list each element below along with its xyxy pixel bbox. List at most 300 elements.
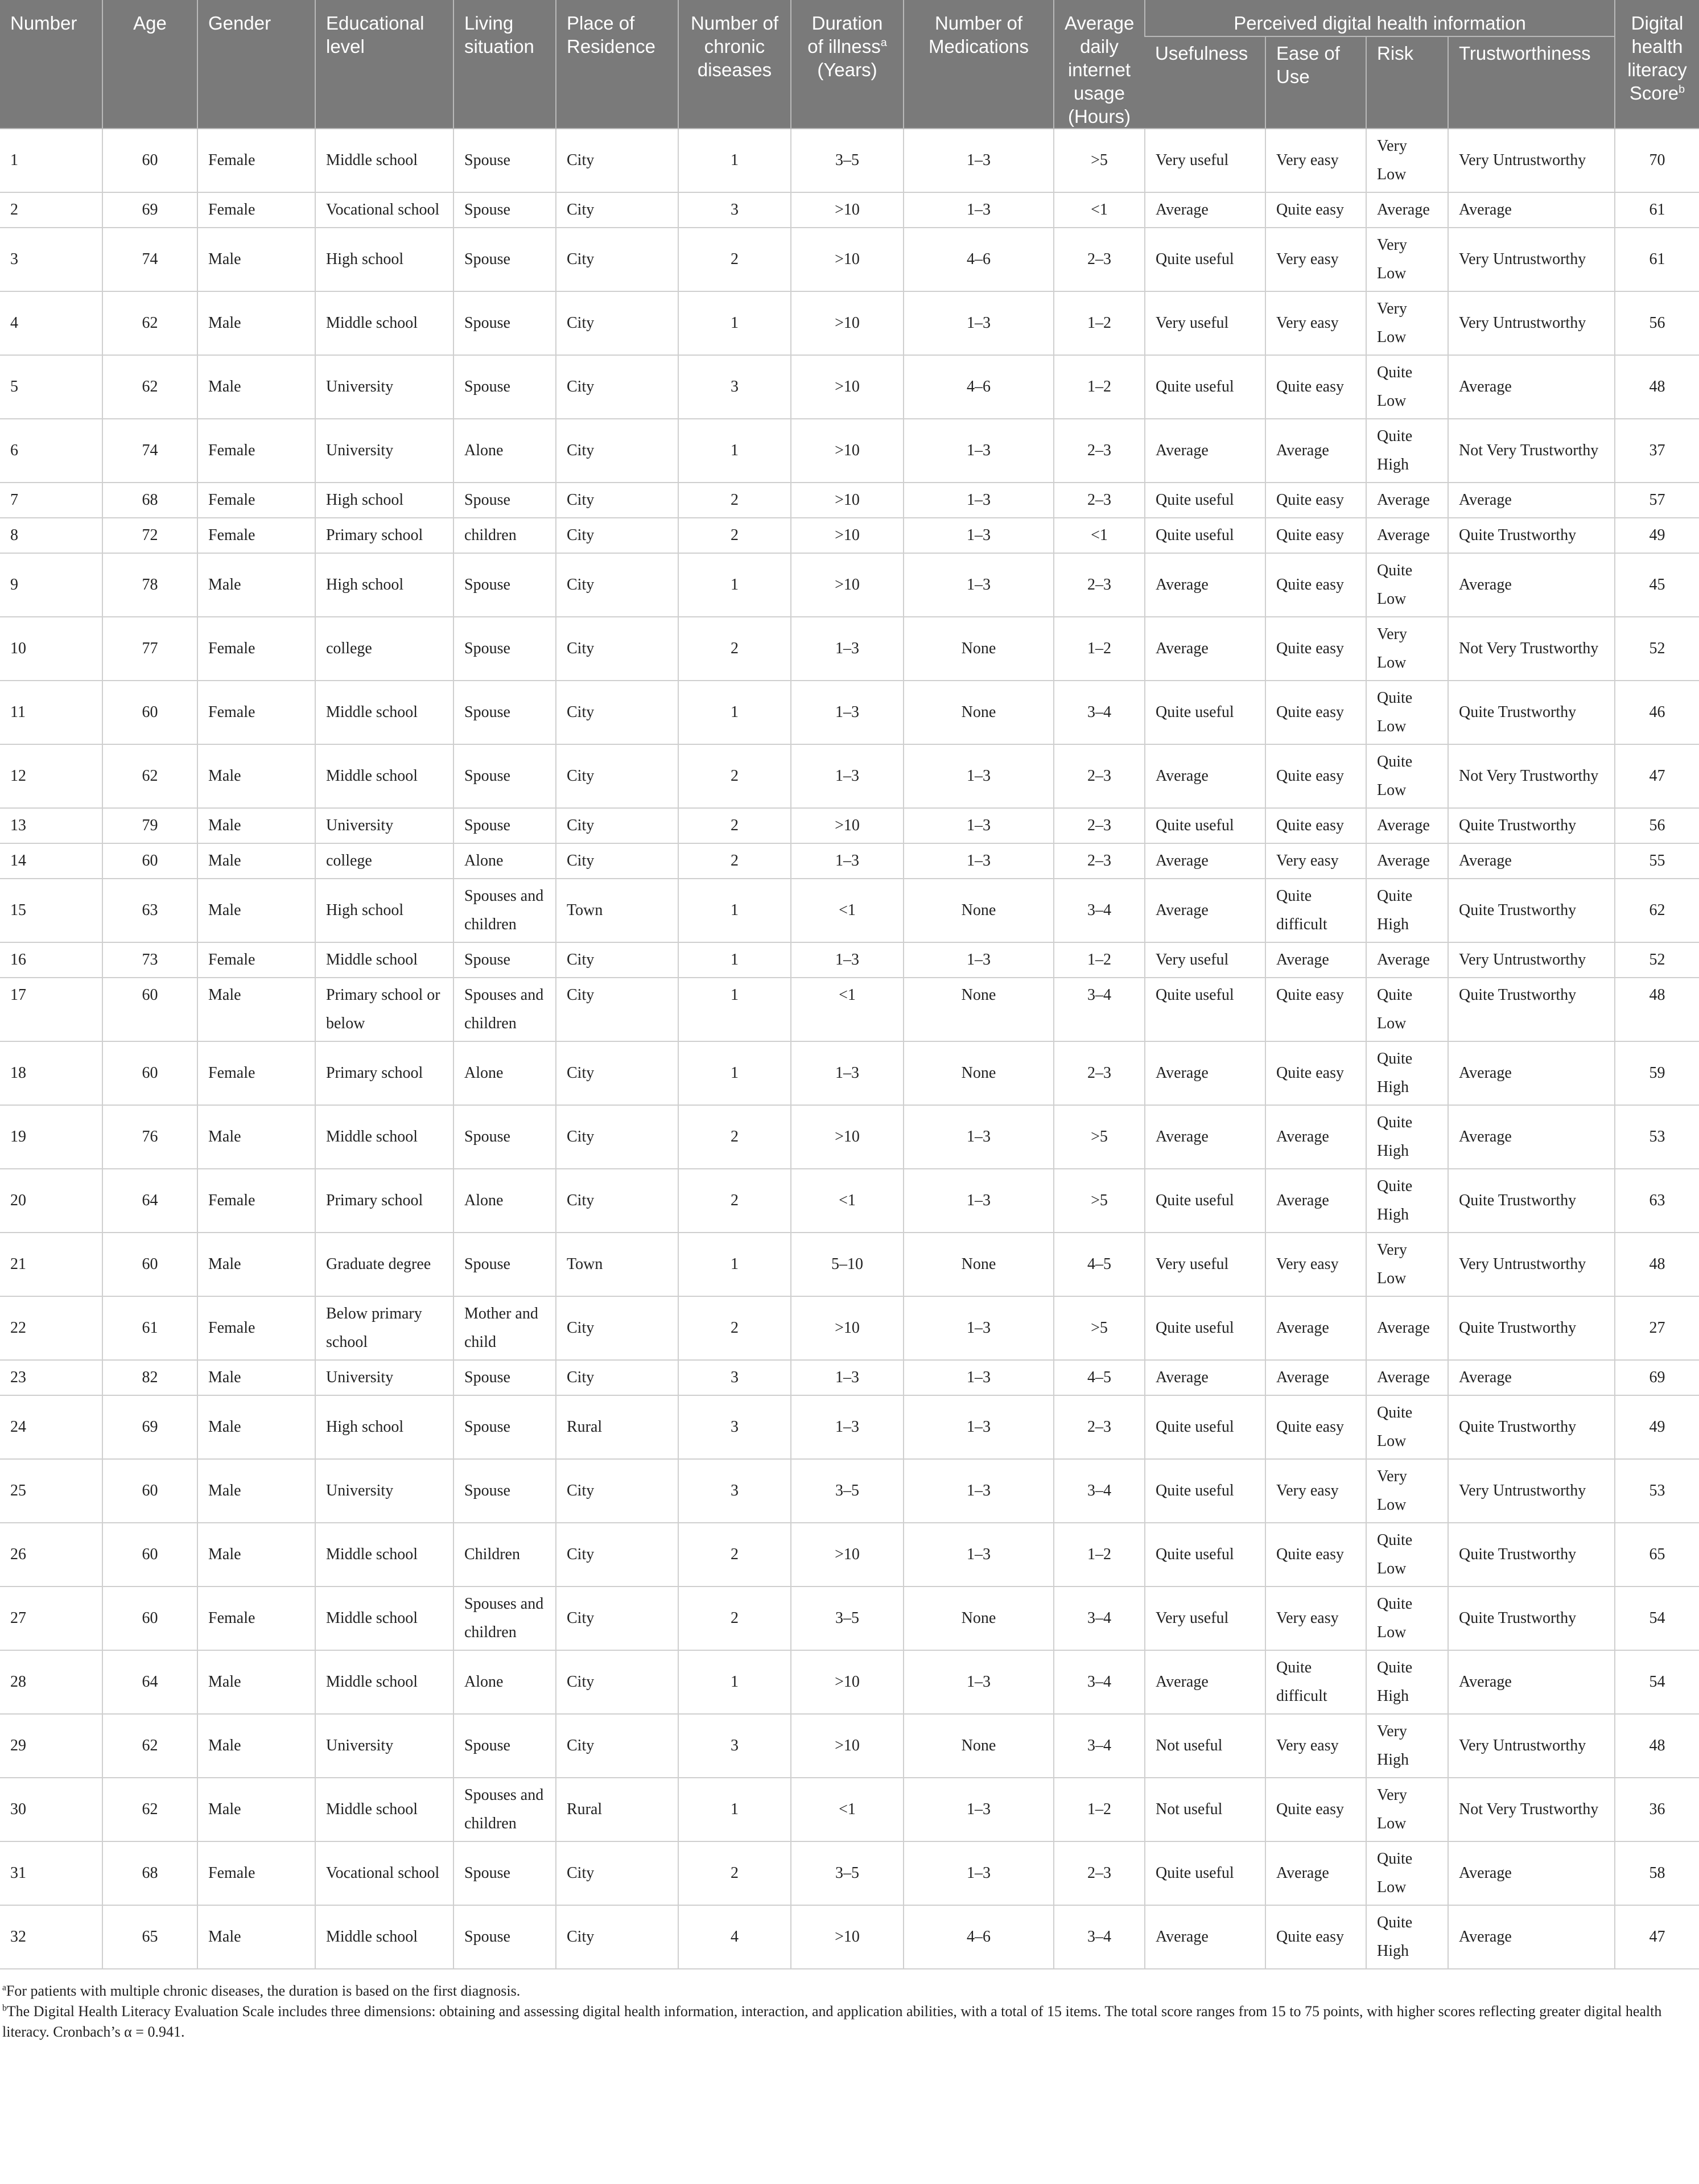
cell-chronic-diseases: 1 <box>678 553 791 617</box>
cell-digital-health-literacy-score: 69 <box>1615 1360 1699 1395</box>
cell-duration-of-illness: >10 <box>791 1296 904 1360</box>
cell-gender: Male <box>197 291 315 355</box>
cell-trustworthiness: Average <box>1448 1841 1615 1905</box>
cell-internet-usage: 2–3 <box>1054 1841 1145 1905</box>
cell-internet-usage: 3–4 <box>1054 1650 1145 1714</box>
cell-trustworthiness: Quite Trustworthy <box>1448 1169 1615 1233</box>
cell-ease-of-use: Quite easy <box>1265 617 1366 681</box>
cell-educational-level: University <box>315 419 453 483</box>
cell-internet-usage: 2–3 <box>1054 843 1145 879</box>
cell-number-of-medications: 1–3 <box>904 1360 1054 1395</box>
cell-chronic-diseases: 1 <box>678 1233 791 1296</box>
cell-living-situation: Spouse <box>453 1360 556 1395</box>
cell-educational-level: Vocational school <box>315 1841 453 1905</box>
cell-living-situation: Spouse <box>453 1459 556 1523</box>
cell-trustworthiness: Very Untrustworthy <box>1448 1233 1615 1296</box>
header-place-of-residence: Place of Residence <box>556 0 678 129</box>
cell-age: 61 <box>102 1296 197 1360</box>
cell-internet-usage: 1–2 <box>1054 617 1145 681</box>
cell-chronic-diseases: 2 <box>678 1105 791 1169</box>
cell-place-of-residence: City <box>556 978 678 1041</box>
cell-number: 25 <box>0 1459 102 1523</box>
cell-internet-usage: 1–2 <box>1054 942 1145 978</box>
cell-gender: Male <box>197 1778 315 1841</box>
cell-place-of-residence: City <box>556 1041 678 1105</box>
cell-digital-health-literacy-score: 49 <box>1615 518 1699 553</box>
table-row <box>0 1778 1699 1841</box>
cell-digital-health-literacy-score: 48 <box>1615 355 1699 419</box>
cell-digital-health-literacy-score: 37 <box>1615 419 1699 483</box>
cell-number-of-medications: 1–3 <box>904 419 1054 483</box>
cell-ease-of-use: Quite easy <box>1265 681 1366 744</box>
cell-internet-usage: 2–3 <box>1054 1041 1145 1105</box>
cell-risk: Quite High <box>1366 1105 1448 1169</box>
cell-duration-of-illness: <1 <box>791 1169 904 1233</box>
cell-chronic-diseases: 1 <box>678 291 791 355</box>
cell-digital-health-literacy-score: 62 <box>1615 879 1699 942</box>
cell-risk: Very Low <box>1366 1459 1448 1523</box>
cell-internet-usage: >5 <box>1054 1169 1145 1233</box>
cell-gender: Female <box>197 617 315 681</box>
cell-educational-level: Middle school <box>315 744 453 808</box>
cell-ease-of-use: Quite easy <box>1265 553 1366 617</box>
cell-living-situation: Spouses and children <box>453 1778 556 1841</box>
cell-age: 63 <box>102 879 197 942</box>
cell-ease-of-use: Quite difficult <box>1265 1650 1366 1714</box>
cell-number-of-medications: 1–3 <box>904 129 1054 192</box>
cell-chronic-diseases: 2 <box>678 228 791 291</box>
cell-place-of-residence: Rural <box>556 1395 678 1459</box>
cell-trustworthiness: Not Very Trustworthy <box>1448 744 1615 808</box>
cell-risk: Very Low <box>1366 228 1448 291</box>
cell-number-of-medications: 1–3 <box>904 1459 1054 1523</box>
cell-gender: Female <box>197 518 315 553</box>
table-row <box>0 1841 1699 1905</box>
cell-living-situation: Spouse <box>453 228 556 291</box>
cell-duration-of-illness: 1–3 <box>791 1360 904 1395</box>
cell-digital-health-literacy-score: 53 <box>1615 1459 1699 1523</box>
cell-number: 23 <box>0 1360 102 1395</box>
cell-duration-of-illness: >10 <box>791 1650 904 1714</box>
cell-chronic-diseases: 1 <box>678 129 791 192</box>
table-row <box>0 483 1699 518</box>
cell-chronic-diseases: 3 <box>678 1360 791 1395</box>
cell-digital-health-literacy-score: 48 <box>1615 1233 1699 1296</box>
cell-living-situation: Spouse <box>453 1105 556 1169</box>
cell-age: 76 <box>102 1105 197 1169</box>
cell-place-of-residence: City <box>556 228 678 291</box>
cell-digital-health-literacy-score: 47 <box>1615 744 1699 808</box>
cell-internet-usage: 3–4 <box>1054 681 1145 744</box>
cell-risk: Quite High <box>1366 1169 1448 1233</box>
cell-number: 4 <box>0 291 102 355</box>
cell-age: 68 <box>102 1841 197 1905</box>
cell-usefulness: Average <box>1145 843 1265 879</box>
cell-living-situation: Spouse <box>453 129 556 192</box>
cell-educational-level: Middle school <box>315 291 453 355</box>
cell-age: 62 <box>102 1714 197 1778</box>
cell-digital-health-literacy-score: 61 <box>1615 228 1699 291</box>
cell-place-of-residence: Town <box>556 1233 678 1296</box>
cell-number: 14 <box>0 843 102 879</box>
cell-internet-usage: 3–4 <box>1054 1905 1145 1969</box>
cell-gender: Female <box>197 483 315 518</box>
header-internet-usage: Average daily internet usage (Hours) <box>1054 0 1145 129</box>
cell-usefulness: Average <box>1145 1905 1265 1969</box>
cell-number-of-medications: None <box>904 978 1054 1041</box>
cell-usefulness: Quite useful <box>1145 1296 1265 1360</box>
header-living-situation: Living situation <box>453 0 556 129</box>
cell-place-of-residence: City <box>556 518 678 553</box>
cell-gender: Male <box>197 1905 315 1969</box>
table-row <box>0 228 1699 291</box>
table-row <box>0 744 1699 808</box>
cell-ease-of-use: Very easy <box>1265 843 1366 879</box>
cell-gender: Male <box>197 1395 315 1459</box>
cell-ease-of-use: Average <box>1265 419 1366 483</box>
cell-trustworthiness: Very Untrustworthy <box>1448 942 1615 978</box>
table-header <box>0 0 1699 129</box>
cell-risk: Very Low <box>1366 291 1448 355</box>
header-duration-unit: (Years) <box>817 59 877 80</box>
cell-place-of-residence: City <box>556 419 678 483</box>
cell-trustworthiness: Quite Trustworthy <box>1448 978 1615 1041</box>
cell-number: 15 <box>0 879 102 942</box>
cell-number: 18 <box>0 1041 102 1105</box>
cell-ease-of-use: Quite easy <box>1265 1395 1366 1459</box>
cell-number-of-medications: 4–6 <box>904 1905 1054 1969</box>
cell-digital-health-literacy-score: 70 <box>1615 129 1699 192</box>
cell-digital-health-literacy-score: 36 <box>1615 1778 1699 1841</box>
cell-chronic-diseases: 1 <box>678 879 791 942</box>
cell-number-of-medications: None <box>904 879 1054 942</box>
cell-usefulness: Not useful <box>1145 1714 1265 1778</box>
cell-number-of-medications: None <box>904 681 1054 744</box>
cell-gender: Male <box>197 978 315 1041</box>
table-row <box>0 1905 1699 1969</box>
cell-age: 65 <box>102 1905 197 1969</box>
cell-number-of-medications: 4–6 <box>904 355 1054 419</box>
cell-trustworthiness: Quite Trustworthy <box>1448 808 1615 843</box>
cell-trustworthiness: Very Untrustworthy <box>1448 1714 1615 1778</box>
cell-duration-of-illness: 1–3 <box>791 1395 904 1459</box>
cell-trustworthiness: Quite Trustworthy <box>1448 1587 1615 1650</box>
cell-digital-health-literacy-score: 54 <box>1615 1650 1699 1714</box>
cell-place-of-residence: City <box>556 192 678 228</box>
cell-chronic-diseases: 2 <box>678 744 791 808</box>
cell-place-of-residence: City <box>556 1169 678 1233</box>
cell-chronic-diseases: 2 <box>678 1587 791 1650</box>
cell-educational-level: Middle school <box>315 1587 453 1650</box>
table-row <box>0 1714 1699 1778</box>
cell-number: 2 <box>0 192 102 228</box>
cell-duration-of-illness: >10 <box>791 1523 904 1587</box>
table-row <box>0 1395 1699 1459</box>
cell-number: 10 <box>0 617 102 681</box>
cell-gender: Male <box>197 1360 315 1395</box>
cell-duration-of-illness: 3–5 <box>791 1587 904 1650</box>
cell-gender: Male <box>197 228 315 291</box>
cell-internet-usage: 2–3 <box>1054 553 1145 617</box>
cell-place-of-residence: City <box>556 1105 678 1169</box>
cell-number-of-medications: None <box>904 1587 1054 1650</box>
cell-living-situation: Spouse <box>453 744 556 808</box>
cell-living-situation: children <box>453 518 556 553</box>
cell-digital-health-literacy-score: 52 <box>1615 617 1699 681</box>
table-row <box>0 553 1699 617</box>
cell-usefulness: Average <box>1145 553 1265 617</box>
cell-place-of-residence: City <box>556 1650 678 1714</box>
footnote-marker-b: b <box>1679 83 1685 96</box>
cell-place-of-residence: City <box>556 355 678 419</box>
cell-number-of-medications: 1–3 <box>904 518 1054 553</box>
cell-gender: Female <box>197 942 315 978</box>
cell-usefulness: Very useful <box>1145 1587 1265 1650</box>
cell-gender: Male <box>197 843 315 879</box>
cell-duration-of-illness: 3–5 <box>791 129 904 192</box>
cell-educational-level: University <box>315 1360 453 1395</box>
cell-educational-level: University <box>315 355 453 419</box>
cell-usefulness: Average <box>1145 419 1265 483</box>
cell-number: 8 <box>0 518 102 553</box>
table-row <box>0 978 1699 1041</box>
cell-duration-of-illness: 5–10 <box>791 1233 904 1296</box>
cell-educational-level: Middle school <box>315 1650 453 1714</box>
header-digital-health-literacy-score <box>1615 0 1699 129</box>
cell-educational-level: Middle school <box>315 681 453 744</box>
cell-risk: Quite Low <box>1366 1587 1448 1650</box>
cell-usefulness: Quite useful <box>1145 1841 1265 1905</box>
cell-ease-of-use: Average <box>1265 942 1366 978</box>
cell-educational-level: Primary school <box>315 1169 453 1233</box>
cell-age: 77 <box>102 617 197 681</box>
cell-age: 72 <box>102 518 197 553</box>
cell-number-of-medications: 1–3 <box>904 483 1054 518</box>
cell-trustworthiness: Average <box>1448 1041 1615 1105</box>
cell-digital-health-literacy-score: 65 <box>1615 1523 1699 1587</box>
cell-age: 60 <box>102 1459 197 1523</box>
cell-place-of-residence: Rural <box>556 1778 678 1841</box>
cell-risk: Quite Low <box>1366 355 1448 419</box>
cell-number-of-medications: None <box>904 1714 1054 1778</box>
cell-educational-level: Middle school <box>315 1778 453 1841</box>
footnote-a <box>2 1981 1686 2001</box>
cell-gender: Male <box>197 553 315 617</box>
cell-age: 79 <box>102 808 197 843</box>
cell-living-situation: Spouse <box>453 355 556 419</box>
cell-educational-level: High school <box>315 1395 453 1459</box>
table-row <box>0 291 1699 355</box>
cell-trustworthiness: Average <box>1448 1650 1615 1714</box>
footnote-b-text: The Digital Health Literacy Evaluation Scale includes three dimensions: obtaining and assessing digital health information, interaction, and application abilities, with a total of 15 items. The total score ranges from 15 to 75 points, with higher scores reflecting greater digital health literacy. Cronbach’s α = 0.941. <box>2 2003 1662 2040</box>
cell-duration-of-illness: >10 <box>791 483 904 518</box>
cell-digital-health-literacy-score: 53 <box>1615 1105 1699 1169</box>
cell-usefulness: Very useful <box>1145 291 1265 355</box>
cell-usefulness: Average <box>1145 879 1265 942</box>
cell-number-of-medications: 1–3 <box>904 553 1054 617</box>
cell-usefulness: Average <box>1145 744 1265 808</box>
cell-trustworthiness: Average <box>1448 1105 1615 1169</box>
cell-ease-of-use: Quite easy <box>1265 1523 1366 1587</box>
cell-ease-of-use: Quite difficult <box>1265 879 1366 942</box>
cell-trustworthiness: Quite Trustworthy <box>1448 1296 1615 1360</box>
cell-usefulness: Quite useful <box>1145 1395 1265 1459</box>
cell-trustworthiness: Average <box>1448 192 1615 228</box>
cell-living-situation: Spouses and children <box>453 879 556 942</box>
cell-place-of-residence: City <box>556 744 678 808</box>
cell-living-situation: Alone <box>453 1169 556 1233</box>
cell-number: 7 <box>0 483 102 518</box>
cell-number: 1 <box>0 129 102 192</box>
cell-living-situation: Spouse <box>453 1841 556 1905</box>
cell-number-of-medications: 1–3 <box>904 192 1054 228</box>
cell-age: 60 <box>102 129 197 192</box>
cell-trustworthiness: Average <box>1448 1905 1615 1969</box>
footnotes <box>0 1969 1686 2042</box>
cell-trustworthiness: Average <box>1448 553 1615 617</box>
cell-duration-of-illness: >10 <box>791 355 904 419</box>
cell-living-situation: Spouse <box>453 681 556 744</box>
cell-educational-level: High school <box>315 228 453 291</box>
cell-internet-usage: 2–3 <box>1054 228 1145 291</box>
cell-educational-level: University <box>315 808 453 843</box>
cell-place-of-residence: City <box>556 483 678 518</box>
table-row <box>0 617 1699 681</box>
cell-gender: Female <box>197 1041 315 1105</box>
cell-age: 64 <box>102 1650 197 1714</box>
cell-gender: Female <box>197 1587 315 1650</box>
cell-age: 60 <box>102 843 197 879</box>
footnote-b <box>2 2001 1686 2042</box>
cell-number: 21 <box>0 1233 102 1296</box>
header-duration-label: Duration of illness <box>807 13 883 57</box>
cell-ease-of-use: Quite easy <box>1265 1905 1366 1969</box>
cell-living-situation: Alone <box>453 1650 556 1714</box>
cell-place-of-residence: City <box>556 1523 678 1587</box>
cell-usefulness: Quite useful <box>1145 978 1265 1041</box>
cell-internet-usage: 1–2 <box>1054 355 1145 419</box>
cell-place-of-residence: City <box>556 808 678 843</box>
cell-age: 64 <box>102 1169 197 1233</box>
cell-number: 27 <box>0 1587 102 1650</box>
cell-duration-of-illness: 1–3 <box>791 942 904 978</box>
cell-chronic-diseases: 2 <box>678 617 791 681</box>
cell-ease-of-use: Quite easy <box>1265 192 1366 228</box>
cell-number-of-medications: 1–3 <box>904 843 1054 879</box>
cell-gender: Female <box>197 1841 315 1905</box>
cell-living-situation: Spouse <box>453 483 556 518</box>
cell-ease-of-use: Quite easy <box>1265 518 1366 553</box>
table-row <box>0 1360 1699 1395</box>
cell-trustworthiness: Quite Trustworthy <box>1448 1523 1615 1587</box>
cell-gender: Female <box>197 1169 315 1233</box>
cell-duration-of-illness: >10 <box>791 553 904 617</box>
cell-duration-of-illness: 1–3 <box>791 617 904 681</box>
cell-number: 22 <box>0 1296 102 1360</box>
cell-number-of-medications: 1–3 <box>904 1105 1054 1169</box>
cell-place-of-residence: City <box>556 1296 678 1360</box>
cell-risk: Very High <box>1366 1714 1448 1778</box>
cell-chronic-diseases: 2 <box>678 1841 791 1905</box>
cell-ease-of-use: Very easy <box>1265 291 1366 355</box>
header-number: Number <box>0 0 102 129</box>
cell-living-situation: Spouse <box>453 942 556 978</box>
cell-digital-health-literacy-score: 63 <box>1615 1169 1699 1233</box>
cell-living-situation: Spouses and children <box>453 978 556 1041</box>
cell-digital-health-literacy-score: 58 <box>1615 1841 1699 1905</box>
cell-place-of-residence: City <box>556 843 678 879</box>
cell-age: 69 <box>102 1395 197 1459</box>
cell-ease-of-use: Quite easy <box>1265 978 1366 1041</box>
cell-digital-health-literacy-score: 54 <box>1615 1587 1699 1650</box>
cell-educational-level: Primary school <box>315 518 453 553</box>
cell-living-situation: Children <box>453 1523 556 1587</box>
cell-usefulness: Quite useful <box>1145 483 1265 518</box>
cell-educational-level: Middle school <box>315 129 453 192</box>
cell-educational-level: Vocational school <box>315 192 453 228</box>
header-age: Age <box>102 0 197 129</box>
cell-ease-of-use: Average <box>1265 1296 1366 1360</box>
cell-chronic-diseases: 4 <box>678 1905 791 1969</box>
cell-internet-usage: 3–4 <box>1054 1459 1145 1523</box>
cell-educational-level: Middle school <box>315 942 453 978</box>
cell-age: 69 <box>102 192 197 228</box>
cell-usefulness: Quite useful <box>1145 1169 1265 1233</box>
cell-chronic-diseases: 1 <box>678 419 791 483</box>
footnote-b-marker: b <box>2 2003 7 2013</box>
cell-internet-usage: 3–4 <box>1054 1587 1145 1650</box>
table-row <box>0 129 1699 192</box>
cell-chronic-diseases: 2 <box>678 1523 791 1587</box>
footnote-a-text: For patients with multiple chronic diseases, the duration is based on the first diagnosis. <box>6 1983 521 1999</box>
cell-duration-of-illness: >10 <box>791 291 904 355</box>
cell-chronic-diseases: 2 <box>678 808 791 843</box>
cell-gender: Male <box>197 1233 315 1296</box>
cell-number: 19 <box>0 1105 102 1169</box>
table-row <box>0 1105 1699 1169</box>
cell-usefulness: Quite useful <box>1145 228 1265 291</box>
cell-gender: Male <box>197 879 315 942</box>
cell-digital-health-literacy-score: 49 <box>1615 1395 1699 1459</box>
table-row <box>0 518 1699 553</box>
cell-number-of-medications: 1–3 <box>904 808 1054 843</box>
cell-risk: Quite Low <box>1366 978 1448 1041</box>
cell-chronic-diseases: 3 <box>678 1459 791 1523</box>
cell-trustworthiness: Average <box>1448 1360 1615 1395</box>
cell-duration-of-illness: <1 <box>791 1778 904 1841</box>
cell-internet-usage: 1–2 <box>1054 1523 1145 1587</box>
cell-place-of-residence: Town <box>556 879 678 942</box>
cell-place-of-residence: City <box>556 1714 678 1778</box>
cell-place-of-residence: City <box>556 1360 678 1395</box>
cell-living-situation: Spouse <box>453 1905 556 1969</box>
cell-usefulness: Quite useful <box>1145 681 1265 744</box>
cell-gender: Male <box>197 1105 315 1169</box>
table-row <box>0 1587 1699 1650</box>
table-row <box>0 1233 1699 1296</box>
cell-place-of-residence: City <box>556 1905 678 1969</box>
cell-chronic-diseases: 1 <box>678 1778 791 1841</box>
cell-trustworthiness: Average <box>1448 483 1615 518</box>
cell-usefulness: Quite useful <box>1145 808 1265 843</box>
cell-gender: Male <box>197 1714 315 1778</box>
cell-risk: Quite Low <box>1366 1523 1448 1587</box>
cell-number-of-medications: 1–3 <box>904 291 1054 355</box>
table-row <box>0 192 1699 228</box>
cell-trustworthiness: Quite Trustworthy <box>1448 518 1615 553</box>
cell-place-of-residence: City <box>556 1587 678 1650</box>
cell-ease-of-use: Quite easy <box>1265 1778 1366 1841</box>
